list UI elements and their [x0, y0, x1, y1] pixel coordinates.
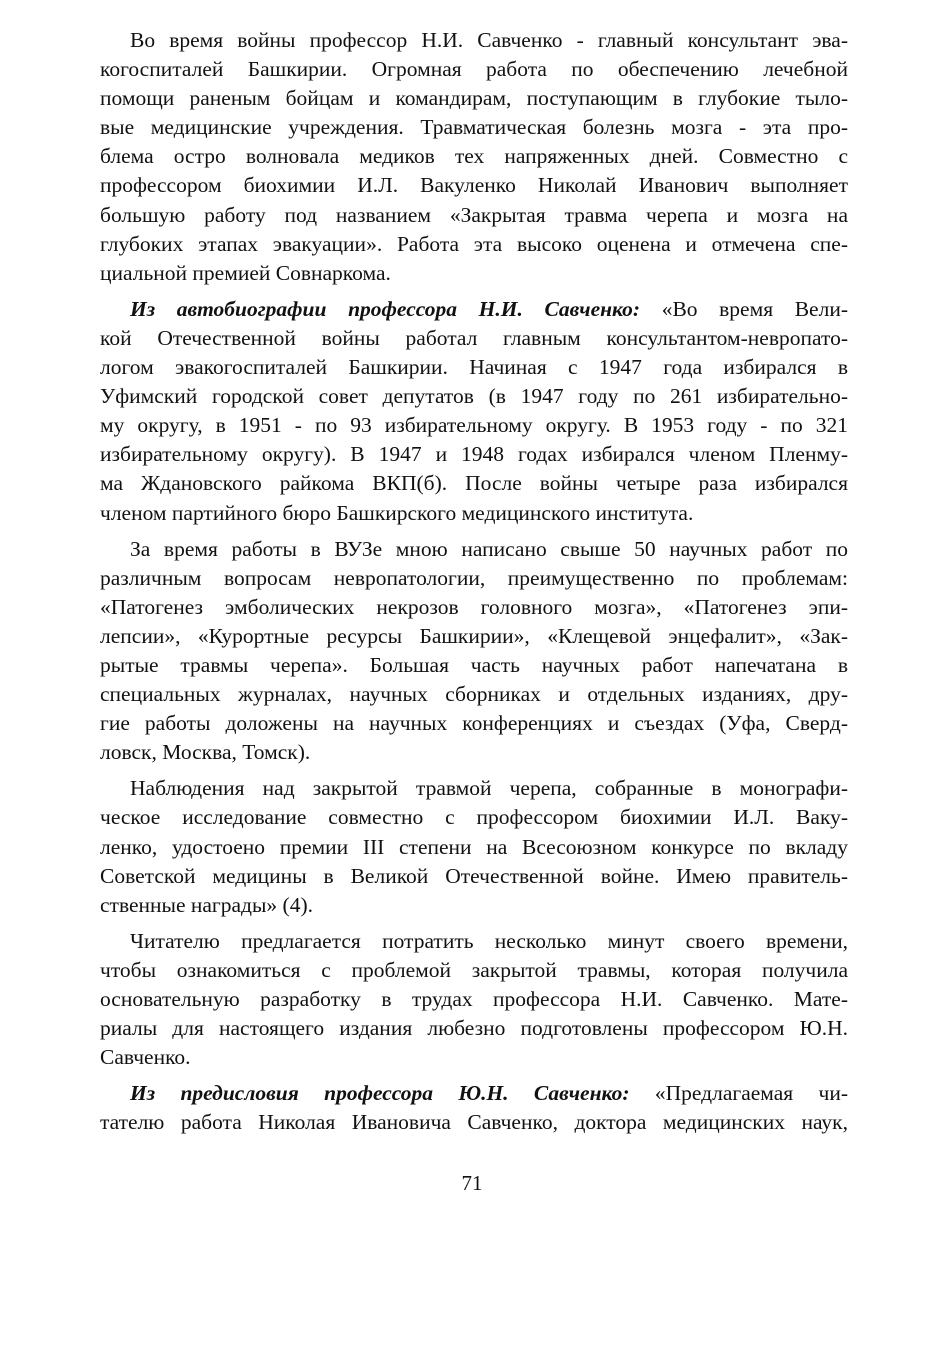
text-line: чтобы ознакомиться с проблемой закрытой травмы, которая получила — [100, 957, 848, 982]
paragraph-gap — [100, 1072, 848, 1079]
text-line: Наблюдения над закрытой травмой черепа, собранные в монографи- — [130, 776, 848, 801]
text-line: рытые травмы черепа». Большая часть научных работ напечатана в — [100, 652, 848, 677]
paragraph-4 — [100, 774, 848, 919]
paragraph-gap — [100, 767, 848, 774]
text-line: специальных журналах, научных сборниках и отдельных изданиях, дру- — [100, 682, 848, 707]
text-line: кой Отечественной войны работал главным консультантом-невропато- — [100, 325, 848, 350]
text-line: блема остро волновала медиков тех напряженных дней. Совместно с — [100, 144, 848, 169]
text-line: му округу, в 1951 - по 93 избирательному округу. В 1953 году - по 321 — [100, 413, 848, 438]
text-line: большую работу под названием «Закрытая травма черепа и мозга на — [100, 202, 848, 227]
text-run: «Предлагаемая чи- — [654, 1081, 848, 1106]
page-number: 71 — [461, 1171, 483, 1195]
text-line: основательную разработку в трудах профессора Н.И. Савченко. Мате- — [100, 987, 848, 1011]
paragraph-gap — [100, 528, 848, 535]
text-line: ческое исследование совместно с профессором биохимии И.Л. Ваку- — [100, 805, 848, 830]
text-line: профессором биохимии И.Л. Вакуленко Николай Иванович выполняет — [100, 173, 848, 198]
text-line: избирательному округу). В 1947 и 1948 годах избирался членом Пленму- — [100, 442, 848, 467]
text-line: помощи раненым бойцам и командирам, поступающим в глубокие тыло- — [100, 86, 848, 111]
text-line: Савченко. — [100, 1045, 191, 1070]
text-line: Читателю предлагается потратить несколько минут своего времени, — [130, 928, 848, 953]
text-line: Уфимский городской совет депутатов (в 1947 году по 261 избирательно- — [100, 384, 848, 409]
text-line — [100, 295, 848, 324]
paragraph-5 — [100, 927, 848, 1072]
text-line: За время работы в ВУЗе мною написано свыше 50 научных работ по — [130, 536, 848, 561]
text-line: риалы для настоящего издания любезно подготовлены профессором Ю.Н. — [100, 1016, 848, 1041]
paragraph-1 — [100, 26, 848, 288]
text-line: «Патогенез эмболических некрозов головного мозга», «Патогенез эпи- — [100, 594, 848, 619]
text-line: когоспиталей Башкирии. Огромная работа по обеспечению лечебной — [100, 57, 848, 82]
text-line: вые медицинские учреждения. Травматическая болезнь мозга - эта про- — [100, 115, 848, 140]
text-line: Во время войны профессор Н.И. Савченко - главный консультант эва- — [130, 28, 848, 52]
paragraph-3 — [100, 535, 848, 768]
text-line — [100, 1079, 848, 1108]
paragraph-2 — [100, 295, 848, 528]
text-line: логом эвакогоспиталей Башкирии. Начиная с 1947 года избирался в — [100, 355, 848, 380]
text-line: глубоких этапах эвакуации». Работа эта высоко оценена и отмечена спе- — [100, 231, 848, 256]
paragraph-gap — [100, 920, 848, 927]
text-line: ленко, удостоено премии III степени на Всесоюзном конкурсе по вкладу — [100, 834, 848, 859]
text-line: ма Ждановского райкома ВКП(б). После войны четыре раза избирался — [100, 471, 848, 496]
paragraph-6 — [100, 1079, 848, 1137]
text-line: Советской медицины в Великой Отечественной войне. Имею правитель- — [100, 863, 848, 888]
paragraph-gap — [100, 288, 848, 295]
text-line: ственные награды» (4). — [100, 892, 313, 917]
quote-source-heading: Из автобиографии профессора Н.И. Савченко: — [130, 296, 641, 321]
text-line: членом партийного бюро Башкирского медицинского института. — [100, 500, 694, 525]
text-line: гие работы доложены на научных конференциях и съездах (Уфа, Сверд- — [100, 711, 848, 736]
text-line: тателю работа Николая Ивановича Савченко, доктора медицинских наук, — [100, 1110, 848, 1135]
text-line: лепсии», «Курортные ресурсы Башкирии», «Клещевой энцефалит», «Зак- — [100, 623, 848, 648]
quote-source-heading: Из предисловия профессора Ю.Н. Савченко: — [130, 1081, 630, 1106]
text-run: «Во время Вели- — [661, 296, 848, 321]
body-text — [100, 26, 848, 1137]
text-line: циальной премией Совнаркома. — [100, 260, 391, 285]
text-line: различным вопросам невропатологии, преимущественно по проблемам: — [100, 565, 848, 590]
text-line: ловск, Москва, Томск). — [100, 740, 311, 765]
